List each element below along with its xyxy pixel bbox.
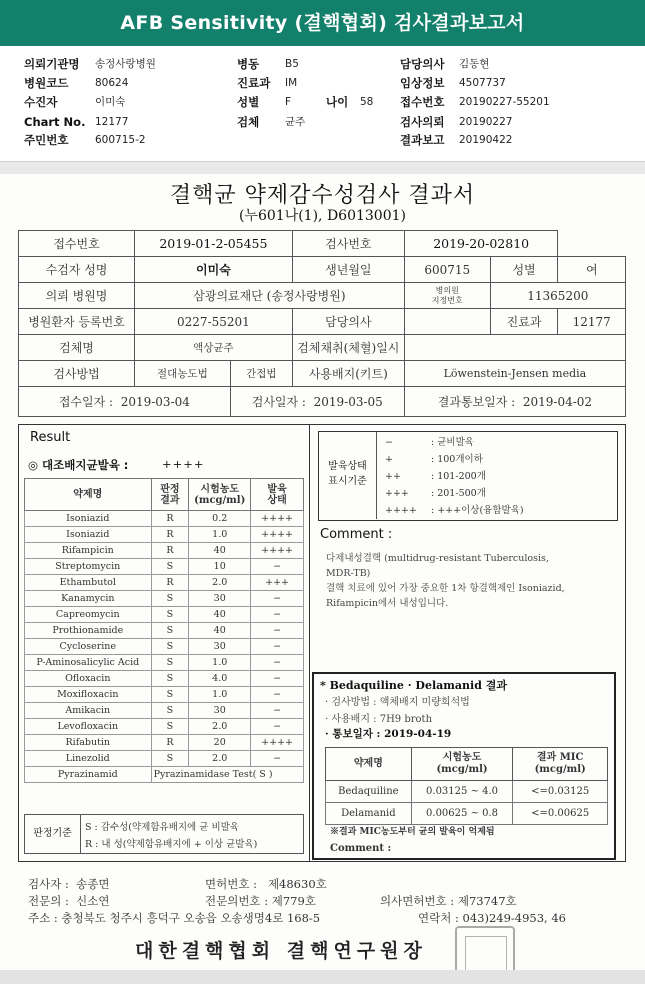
drug-col-header: 약제명 [25, 479, 152, 511]
field-label: 담당의사 [400, 57, 445, 71]
received-date-cell: 접수일자 : 2019-03-04 [19, 387, 231, 417]
test-concentration: 30 [189, 639, 251, 655]
field-label: 병원코드 [24, 76, 69, 90]
doctor-license-line: 의사면허번호 : 제73747호 [380, 894, 517, 908]
method-value: 절대농도법 [135, 361, 231, 387]
license-line: 면허번호 : 제48630호 [205, 877, 327, 891]
legend-row: ++ : 101-200개 [385, 471, 486, 482]
growth-status: − [251, 687, 304, 703]
report-title: AFB Sensitivity (결핵협회) 검사결과보고서 [120, 12, 525, 34]
info-label: 병원환자 등록번호 [19, 309, 135, 335]
judgement-result: R [151, 527, 189, 543]
test-number: 2019-20-02810 [404, 231, 558, 257]
judgement-result: S [151, 639, 189, 655]
sex-value: 여 [558, 257, 626, 283]
field-value: 김동현 [459, 58, 490, 70]
info-label: 검사방법 [19, 361, 135, 387]
test-concentration: 40 [189, 623, 251, 639]
test-concentration: 2.0 [189, 719, 251, 735]
legend-row: − : 균비발육 [385, 437, 474, 448]
specimen-info-table [18, 230, 626, 417]
drug-name: Cycloserine [25, 639, 152, 655]
comment-line: Rifampicin에서 내성입니다. [326, 598, 449, 609]
bdq-method: · 검사방법 : 액체배지 미량희석법 [325, 697, 470, 708]
judgement-result: R [151, 543, 189, 559]
info-label: 진료과 [490, 309, 558, 335]
test-date-cell: 검사일자 : 2019-03-05 [230, 387, 404, 417]
growth-status: − [251, 607, 304, 623]
field-value: 20190422 [459, 134, 513, 146]
contact-line: 연락처 : 043)249-4953, 46 [418, 911, 566, 925]
section-divider [0, 162, 645, 174]
growth-status: − [251, 751, 304, 767]
criteria-label: 판정기준 [25, 815, 81, 853]
judgement-result: S [151, 655, 189, 671]
department-value: 12177 [558, 309, 626, 335]
comment-line: 다제내성결핵 (multidrug-resistant Tuberculosis, [326, 553, 549, 564]
bottom-margin [0, 970, 645, 984]
drug-name: Isoniazid [25, 511, 152, 527]
doctor-value [404, 309, 490, 335]
growth-status: − [251, 655, 304, 671]
drug-name: Rifabutin [25, 735, 152, 751]
test-concentration: 10 [189, 559, 251, 575]
test-concentration: 0.2 [189, 511, 251, 527]
info-label: 의뢰 병원명 [19, 283, 135, 309]
concentration-col-header: 시험농도 (mcg/ml) [189, 479, 251, 511]
info-label: 담당의사 [292, 309, 404, 335]
mic-drug-name: Delamanid [326, 803, 412, 825]
reception-number: 2019-01-2-05455 [135, 231, 293, 257]
mic-concentration-header: 시험농도 (mcg/ml) [411, 748, 513, 781]
judgement-result: S [151, 751, 189, 767]
field-value: 20190227 [459, 116, 513, 128]
drug-row [25, 639, 304, 655]
drug-name: Isoniazid [25, 527, 152, 543]
result-heading: Result [30, 430, 71, 445]
field-label: 성별 [237, 95, 260, 109]
judgement-result: R [151, 511, 189, 527]
medium-value: Löwenstein-Jensen media [404, 361, 625, 387]
info-label: 사용배지(키트) [292, 361, 404, 387]
drug-row [25, 671, 304, 687]
drug-name: Rifampicin [25, 543, 152, 559]
drug-name: Amikacin [25, 703, 152, 719]
judgement-result: S [151, 671, 189, 687]
mic-drug-header: 약제명 [326, 748, 412, 781]
drug-susceptibility-table [24, 478, 304, 783]
mic-result-header: 결과 MIC (mcg/ml) [513, 748, 608, 781]
drug-name: Kanamycin [25, 591, 152, 607]
patient-header [0, 46, 645, 162]
growth-legend [318, 431, 618, 521]
growth-status: ++++ [251, 543, 304, 559]
judgement-result: R [151, 575, 189, 591]
drug-row [25, 591, 304, 607]
legend-row: ++++ : +++이상(융합발육) [385, 505, 524, 516]
patient-name: 이미숙 [135, 257, 293, 283]
control-growth-value: ++++ [162, 457, 205, 471]
info-label: 성별 [490, 257, 558, 283]
control-growth-label: ◎ 대조배지균발육 : [28, 458, 129, 472]
field-label: 검사의뢰 [400, 115, 445, 129]
info-label: 검체채취(체혈)일시 [292, 335, 404, 361]
judgement-result: S [151, 607, 189, 623]
bdq-report-date: · 통보일자 : 2019-04-19 [325, 728, 452, 740]
specialist-line: 전문의 : 신소연 [28, 894, 110, 908]
field-label: Chart No. [24, 115, 86, 129]
report-title-bar [0, 0, 645, 46]
info-label: 검사번호 [292, 231, 404, 257]
field-label: 결과보고 [400, 133, 445, 147]
judgement-result: S [151, 591, 189, 607]
mic-result: <=0.00625 [513, 803, 608, 825]
drug-row [25, 655, 304, 671]
judgement-result: S [151, 623, 189, 639]
test-concentration: 1.0 [189, 527, 251, 543]
mic-row [326, 803, 608, 825]
field-value: 12177 [95, 116, 129, 128]
comment-line: 결핵 치료에 있어 가장 중요한 1차 항결핵제인 Isoniazid, [326, 583, 565, 594]
collection-date [404, 335, 625, 361]
judgement-result: S [151, 687, 189, 703]
field-value: 80624 [95, 77, 129, 89]
drug-row [25, 511, 304, 527]
field-value: 균주 [285, 116, 306, 128]
legend-row: + : 100개이하 [385, 454, 483, 465]
info-label: 생년월일 [292, 257, 404, 283]
field-label: 임상정보 [400, 76, 445, 90]
mic-drug-name: Bedaquiline [326, 781, 412, 803]
drug-row [25, 703, 304, 719]
mic-row [326, 781, 608, 803]
info-label: 병의원 지정번호 [404, 283, 490, 309]
criteria-s: S : 감수성(약제함유배지에 균 비발육 [85, 822, 239, 833]
registration-number: 0227-55201 [135, 309, 293, 335]
drug-name: Levofloxacin [25, 719, 152, 735]
comment-heading: Comment : [320, 527, 393, 542]
field-label: 수진자 [24, 95, 58, 109]
field-label: 검체 [237, 115, 260, 129]
test-concentration: 40 [189, 607, 251, 623]
drug-row [25, 735, 304, 751]
mic-note: ※결과 MIC농도부터 균의 발육이 억제됨 [330, 827, 495, 837]
test-concentration: 30 [189, 591, 251, 607]
legend-row: +++ : 201-500개 [385, 488, 486, 499]
field-label: 병동 [237, 57, 260, 71]
field-label: 접수번호 [400, 95, 445, 109]
info-label: 접수번호 [19, 231, 135, 257]
test-concentration: 20 [189, 735, 251, 751]
growth-status: ++++ [251, 527, 304, 543]
test-concentration: 40 [189, 543, 251, 559]
bdq-title: * Bedaquiline · Delamanid 결과 [320, 679, 507, 692]
drug-row [25, 559, 304, 575]
drug-name: P-Aminosalicylic Acid [25, 655, 152, 671]
judgement-result: R [151, 735, 189, 751]
tester-line: 검사자 : 송종면 [28, 877, 110, 891]
hospital-code: 11365200 [490, 283, 625, 309]
bdq-comment: Comment : [330, 843, 392, 854]
comment-line: MDR-TB) [326, 568, 371, 579]
criteria-box [24, 814, 304, 854]
birth-date: 600715 [404, 257, 490, 283]
document-title: 결핵균 약제감수성검사 결과서 [169, 183, 476, 208]
mic-table [325, 747, 608, 825]
field-value: 4507737 [459, 77, 506, 89]
test-concentration: 1.0 [189, 687, 251, 703]
growth-status: − [251, 591, 304, 607]
growth-status: − [251, 703, 304, 719]
drug-row [25, 607, 304, 623]
result-col-header: 판정 결과 [151, 479, 189, 511]
field-value: F [285, 96, 292, 108]
growth-status: − [251, 719, 304, 735]
field-label: 진료과 [237, 76, 271, 90]
drug-row [25, 543, 304, 559]
specimen-name: 액상균주 [135, 335, 293, 361]
bdq-medium: · 사용배지 : 7H9 broth [325, 714, 433, 725]
growth-status: ++++ [251, 511, 304, 527]
test-concentration: 2.0 [189, 575, 251, 591]
growth-status: ++++ [251, 735, 304, 751]
field-value: 600715-2 [95, 134, 146, 146]
test-concentration: 2.0 [189, 751, 251, 767]
judgement-result: S [151, 559, 189, 575]
drug-name: Streptomycin [25, 559, 152, 575]
field-value: 20190227-55201 [459, 96, 550, 108]
drug-row [25, 623, 304, 639]
address-line: 주소 : 충청북도 청주시 흥덕구 오송읍 오송생명4로 168-5 [28, 911, 321, 925]
drug-name: Prothionamide [25, 623, 152, 639]
specialist-number-line: 전문의번호 : 제779호 [205, 894, 316, 908]
drug-row [25, 575, 304, 591]
drug-name: Ofloxacin [25, 671, 152, 687]
issuing-organization: 대한결핵협회 결핵연구원장 [135, 940, 427, 962]
criteria-r: R : 내 성(약제함유배지에 + 이상 균발육) [85, 839, 258, 850]
field-value: IM [285, 77, 298, 89]
field-value: 송정사랑병원 [95, 58, 156, 70]
info-label: 검체명 [19, 335, 135, 361]
drug-name: Ethambutol [25, 575, 152, 591]
field-value: B5 [285, 58, 299, 70]
field-label: 나이 [326, 95, 349, 109]
hospital-name: 삼광의료재단 (송정사랑병원) [135, 283, 405, 309]
field-value: 58 [360, 96, 374, 108]
mic-concentration-range: 0.03125 ~ 4.0 [411, 781, 513, 803]
growth-status: +++ [251, 575, 304, 591]
scanned-report [0, 174, 645, 984]
drug-row [25, 767, 304, 783]
document-code: (누601나(1), D6013001) [238, 208, 406, 224]
method-value: 간접법 [230, 361, 292, 387]
mic-result: <=0.03125 [513, 781, 608, 803]
drug-row [25, 719, 304, 735]
test-concentration: 30 [189, 703, 251, 719]
drug-row [25, 751, 304, 767]
test-concentration: 4.0 [189, 671, 251, 687]
legend-label: 발육상태 표시기준 [319, 432, 377, 519]
growth-col-header: 발육 상태 [251, 479, 304, 511]
growth-status: − [251, 671, 304, 687]
drug-row [25, 527, 304, 543]
growth-status: − [251, 559, 304, 575]
drug-name: Moxifloxacin [25, 687, 152, 703]
info-label: 수검자 성명 [19, 257, 135, 283]
growth-status: − [251, 639, 304, 655]
notify-date-cell: 결과통보일자 : 2019-04-02 [404, 387, 625, 417]
drug-name: Pyrazinamid [25, 767, 152, 783]
judgement-result: S [151, 703, 189, 719]
drug-name: Linezolid [25, 751, 152, 767]
field-value: 이미숙 [95, 96, 126, 108]
field-label: 주민번호 [24, 133, 69, 147]
judgement-result: S [151, 719, 189, 735]
growth-status: − [251, 623, 304, 639]
drug-row [25, 687, 304, 703]
test-concentration: 1.0 [189, 655, 251, 671]
mic-concentration-range: 0.00625 ~ 0.8 [411, 803, 513, 825]
drug-name: Capreomycin [25, 607, 152, 623]
field-label: 의뢰기관명 [24, 57, 80, 71]
pyrazinamidase-result: Pyrazinamidase Test( S ) [151, 767, 303, 783]
